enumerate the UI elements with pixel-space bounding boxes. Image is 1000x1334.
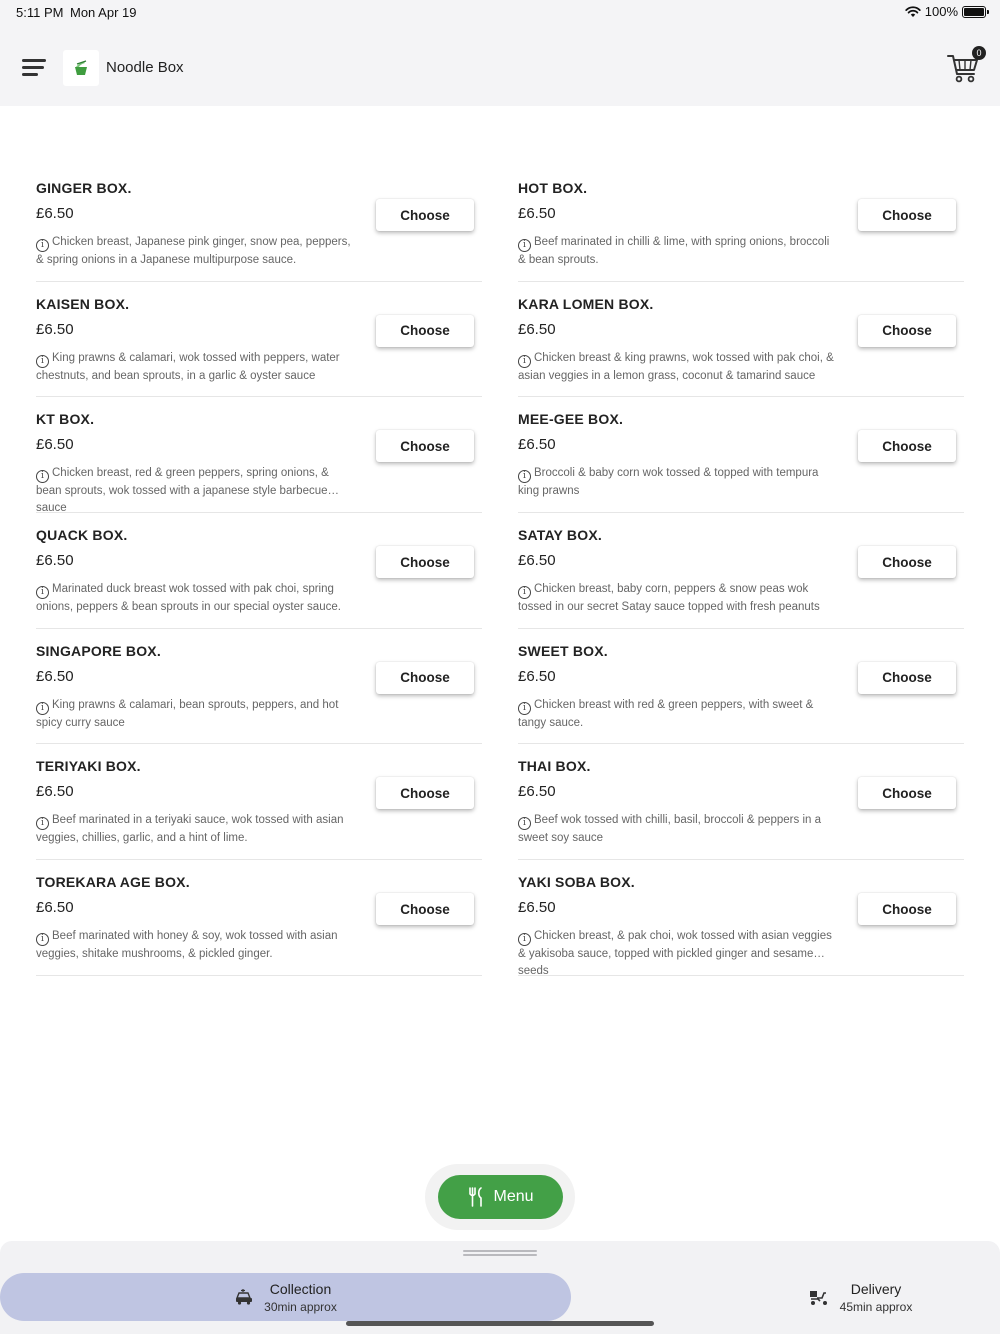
- item-name: KAISEN BOX.: [36, 295, 130, 312]
- item-description-text: Broccoli & baby corn wok tossed & topped with tempura king prawns: [518, 467, 819, 498]
- item-description-text: Chicken breast with red & green peppers, with sweet & tangy sauce.: [518, 698, 814, 729]
- choose-button[interactable]: Choose: [376, 893, 474, 925]
- menu-item: [518, 397, 964, 513]
- choose-button[interactable]: Choose: [858, 430, 956, 462]
- menu-drawer-button[interactable]: [22, 57, 46, 77]
- item-description: [36, 234, 356, 269]
- choose-button[interactable]: Choose: [376, 662, 474, 694]
- item-description: [518, 234, 838, 269]
- item-name: SINGAPORE BOX.: [36, 642, 161, 659]
- menu-item: [518, 166, 964, 282]
- menu-item: [518, 282, 964, 398]
- info-icon[interactable]: i: [36, 817, 49, 830]
- item-description: [36, 812, 356, 847]
- battery-percent: 100%: [924, 4, 958, 19]
- item-description: [36, 581, 356, 616]
- menu-item: [518, 629, 964, 745]
- delivery-option[interactable]: [750, 1273, 970, 1321]
- item-description-text: King prawns & calamari, bean sprouts, peppers, and hot spicy curry sauce: [36, 698, 339, 729]
- menu-item: [518, 513, 964, 629]
- item-description: [36, 465, 356, 514]
- info-icon[interactable]: i: [518, 586, 531, 599]
- info-icon[interactable]: i: [518, 470, 531, 483]
- info-icon[interactable]: i: [36, 702, 49, 715]
- info-icon[interactable]: i: [36, 586, 49, 599]
- item-description-text: Chicken breast, & pak choi, wok tossed with asian veggies & yakisoba sauce, topped with pickled ginger and sesame seeds: [518, 930, 832, 977]
- status-time: 5:11 PM: [16, 5, 64, 20]
- item-price: £6.50: [518, 320, 556, 338]
- collection-label: Collection: [269, 1280, 332, 1297]
- choose-button[interactable]: Choose: [376, 430, 474, 462]
- info-icon[interactable]: i: [36, 355, 49, 368]
- choose-button[interactable]: Choose: [858, 777, 956, 809]
- item-price: £6.50: [36, 899, 74, 917]
- item-description: [518, 928, 838, 977]
- battery-icon: [962, 6, 986, 18]
- wifi-icon: [905, 6, 921, 18]
- item-description-text: Beef wok tossed with chilli, basil, broccoli & peppers in a sweet soy sauce: [518, 814, 822, 845]
- choose-button[interactable]: Choose: [376, 199, 474, 231]
- status-date: Mon Apr 19: [70, 5, 137, 20]
- item-name: KT BOX.: [36, 411, 95, 428]
- item-description-text: Marinated duck breast wok tossed with pak choi, spring onions, peppers & bean sprouts in our special oyster sauce.: [36, 583, 341, 614]
- item-name: SWEET BOX.: [518, 642, 608, 659]
- info-icon[interactable]: i: [36, 933, 49, 946]
- collection-car-icon: [234, 1288, 254, 1306]
- delivery-time: 45min approx: [839, 1299, 913, 1314]
- item-name: SATAY BOX.: [518, 527, 602, 544]
- brand-name: Noodle Box: [106, 59, 184, 76]
- item-price: £6.50: [518, 667, 556, 685]
- item-price: £6.50: [36, 552, 74, 570]
- hamburger-icon: [22, 59, 46, 62]
- choose-button[interactable]: Choose: [858, 546, 956, 578]
- choose-button[interactable]: Choose: [858, 662, 956, 694]
- item-price: £6.50: [518, 552, 556, 570]
- info-icon[interactable]: i: [518, 933, 531, 946]
- item-description: [518, 465, 838, 500]
- item-description: [518, 350, 838, 385]
- item-description: [518, 581, 838, 616]
- choose-button[interactable]: Choose: [858, 199, 956, 231]
- item-name: MEE-GEE BOX.: [518, 411, 624, 428]
- info-icon[interactable]: i: [518, 817, 531, 830]
- item-price: £6.50: [518, 899, 556, 917]
- item-description-text: Beef marinated in a teriyaki sauce, wok tossed with asian veggies, chillies, garlic, and a hint of lime.: [36, 814, 344, 845]
- status-bar: [0, 0, 1000, 28]
- menu-button-label: Menu: [493, 1188, 534, 1205]
- cart-button[interactable]: [946, 46, 982, 86]
- item-name: YAKI SOBA BOX.: [518, 874, 635, 891]
- sheet-grabber[interactable]: [463, 1250, 537, 1255]
- item-price: £6.50: [36, 320, 74, 338]
- item-description-text: King prawns & calamari, wok tossed with peppers, water chestnuts, and bean sprouts, in a garlic & oyster sauce: [36, 351, 340, 382]
- item-description-text: Chicken breast, Japanese pink ginger, snow pea, peppers, & spring onions in a Japanese multipurpose sauce.: [36, 236, 351, 266]
- choose-button[interactable]: Choose: [858, 893, 956, 925]
- app-header: [0, 28, 1000, 106]
- menu-item: [36, 166, 482, 282]
- item-description-text: Beef marinated with honey & soy, wok tossed with asian veggies, shitake mushrooms, & pickled ginger.: [36, 930, 338, 961]
- menu-item: [36, 513, 482, 629]
- info-icon[interactable]: i: [518, 355, 531, 368]
- choose-button[interactable]: Choose: [376, 777, 474, 809]
- item-name: THAI BOX.: [518, 758, 591, 775]
- menu-items-grid: [36, 166, 964, 976]
- item-name: TOREKARA AGE BOX.: [36, 874, 190, 891]
- menu-item: [36, 282, 482, 398]
- collection-time: 30min approx: [264, 1299, 337, 1314]
- menu-item: [36, 860, 482, 976]
- item-description-text: Beef marinated in chilli & lime, with spring onions, broccoli & bean sprouts.: [518, 236, 830, 266]
- item-price: £6.50: [36, 205, 74, 222]
- noodle-box-logo-icon: [71, 58, 91, 78]
- item-description: [36, 697, 356, 732]
- item-price: £6.50: [36, 667, 74, 685]
- choose-button[interactable]: Choose: [376, 546, 474, 578]
- item-name: GINGER BOX.: [36, 180, 132, 196]
- item-price: £6.50: [518, 436, 556, 454]
- item-price: £6.50: [518, 783, 556, 801]
- item-description: [518, 812, 838, 847]
- menu-item: [36, 629, 482, 745]
- info-icon[interactable]: i: [36, 239, 49, 252]
- delivery-label: Delivery: [850, 1280, 902, 1297]
- item-name: TERIYAKI BOX.: [36, 758, 141, 775]
- menu-item: [36, 397, 482, 513]
- status-right: [905, 4, 986, 19]
- menu-item: [518, 744, 964, 860]
- menu-button[interactable]: [438, 1175, 563, 1219]
- collection-option[interactable]: [0, 1273, 571, 1321]
- home-indicator[interactable]: [346, 1321, 654, 1326]
- item-description: [36, 350, 356, 385]
- item-description-text: Chicken breast, baby corn, peppers & snow peas wok tossed in our secret Satay sauce topped with fresh peanuts: [518, 583, 820, 614]
- item-description: [518, 697, 838, 732]
- delivery-scooter-icon: [808, 1288, 830, 1306]
- item-description-text: Chicken breast & king prawns, wok tossed with pak choi, & asian veggies in a lemon grass, coconut & tamarind sauce: [518, 351, 834, 382]
- menu-item: [36, 744, 482, 860]
- item-description: [36, 928, 356, 963]
- item-name: KARA LOMEN BOX.: [518, 295, 654, 312]
- item-price: £6.50: [36, 783, 74, 801]
- info-icon[interactable]: i: [518, 239, 531, 252]
- info-icon[interactable]: i: [518, 702, 531, 715]
- item-description-text: Chicken breast, red & green peppers, spring onions, & bean sprouts, wok tossed with a japanese style barbecue sauce: [36, 467, 329, 514]
- cart-count-badge: 0: [972, 46, 986, 60]
- choose-button[interactable]: Choose: [376, 315, 474, 347]
- choose-button[interactable]: Choose: [858, 315, 956, 347]
- menu-fab-container: [425, 1164, 575, 1230]
- info-icon[interactable]: i: [36, 470, 49, 483]
- menu-item: [518, 860, 964, 976]
- cutlery-icon: [467, 1187, 485, 1207]
- item-name: QUACK BOX.: [36, 527, 128, 544]
- brand-logo[interactable]: [63, 50, 99, 86]
- item-name: HOT BOX.: [518, 180, 588, 196]
- item-price: £6.50: [518, 205, 556, 222]
- item-price: £6.50: [36, 436, 74, 454]
